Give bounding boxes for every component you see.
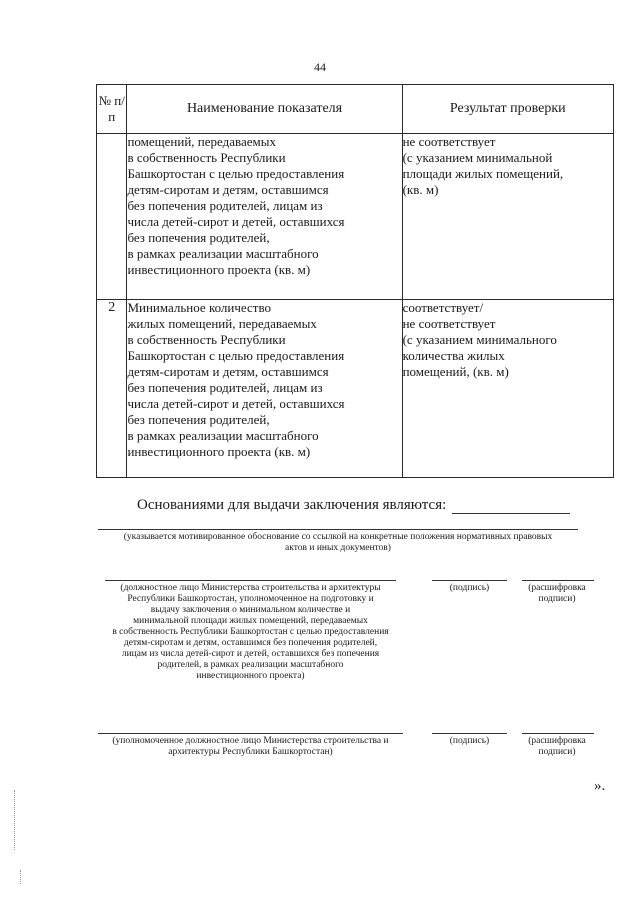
cell-line: без попечения родителей, лицам из <box>127 380 323 395</box>
cell-line: не соответствует <box>402 316 496 331</box>
cell-line: (кв. м) <box>402 182 439 197</box>
authorized-official-caption <box>98 736 403 758</box>
cell-line: Башкортостан с целью предоставления <box>127 166 345 181</box>
basis-line-row <box>137 497 570 514</box>
header-num: № п/п <box>97 85 127 134</box>
note-line: подписи) <box>538 594 576 604</box>
cell-line: в собственность Республики <box>127 150 286 165</box>
cell-line: не соответствует <box>402 134 496 149</box>
note-line: (указывается мотивированное обоснование со ссылкой на конкретные положения нормативных правовых <box>123 532 553 542</box>
table-header-row <box>97 85 614 134</box>
note-line: лицам из числа детей-сирот и детей, оставшихся без попечения <box>121 649 380 659</box>
cell-line: числа детей-сирот и детей, оставшихся <box>127 396 345 411</box>
table-row <box>97 134 614 300</box>
note-line: (расшифровка <box>528 736 586 746</box>
note-line: детям-сиротам и детям, оставшимся без попечения родителей, <box>123 638 378 648</box>
cell-line: детям-сиротам и детям, оставшимся <box>127 182 329 197</box>
cell-line: Минимальное количество <box>127 300 272 315</box>
note-line: актов и иных документов) <box>285 543 391 553</box>
note-line: (должностное лицо Министерства строительства и архитектуры <box>120 583 381 593</box>
table-row <box>97 300 614 478</box>
note-line: инвестиционного проекта) <box>196 671 305 681</box>
header-result: Результат проверки <box>402 85 613 134</box>
note-line: (подпись) <box>449 583 490 593</box>
signature-caption-2 <box>432 736 507 747</box>
scan-margin-mark <box>14 790 15 850</box>
cell-line: в собственность Республики <box>127 332 286 347</box>
note-line: родителей, в рамках реализации масштабного <box>157 660 344 670</box>
row-name <box>127 134 402 300</box>
cell-line: инвестиционного проекта (кв. м) <box>127 444 311 459</box>
row-num: 2 <box>97 300 127 478</box>
cell-line: площади жилых помещений, <box>402 166 564 181</box>
authorized-official-signature-line <box>98 733 403 734</box>
scan-margin-mark <box>20 870 21 884</box>
cell-line: помещений, (кв. м) <box>402 364 509 379</box>
cell-line: инвестиционного проекта (кв. м) <box>127 262 311 277</box>
decoding-caption <box>518 583 596 605</box>
cell-line: в рамках реализации масштабного <box>127 246 319 261</box>
row-name <box>127 300 402 478</box>
decoding-line-2 <box>522 733 594 734</box>
signature-line-2 <box>432 733 507 734</box>
cell-line: соответствует/ <box>402 300 484 315</box>
note-line: (уполномоченное должностное лицо Министерства строительства и <box>112 736 389 746</box>
cell-line: жилых помещений, передаваемых <box>127 316 317 331</box>
note-line: (подпись) <box>449 736 490 746</box>
basis-label: Основаниями для выдачи заключения являются: <box>137 497 447 513</box>
official-caption <box>98 583 403 682</box>
cell-line: в рамках реализации масштабного <box>127 428 319 443</box>
cell-line: без попечения родителей, <box>127 230 270 245</box>
signature-caption <box>432 583 507 594</box>
cell-line: детям-сиротам и детям, оставшимся <box>127 364 329 379</box>
note-line: подписи) <box>538 747 576 757</box>
cell-line: количества жилых <box>402 348 505 363</box>
row-num <box>97 134 127 300</box>
closing-quote: ». <box>594 778 606 794</box>
row-result <box>402 134 613 300</box>
note-line: в собственность Республики Башкортостан с целью предоставления <box>112 627 389 637</box>
note-line: выдачу заключения о минимальном количестве и <box>150 605 351 615</box>
cell-line: помещений, передаваемых <box>127 134 276 149</box>
signature-line <box>432 580 507 581</box>
cell-line: без попечения родителей, <box>127 412 270 427</box>
basis-blank-line <box>452 499 570 514</box>
decoding-line <box>522 580 594 581</box>
row-result <box>402 300 613 478</box>
basis-justification-line <box>98 529 578 530</box>
decoding-caption-2 <box>518 736 596 758</box>
cell-line: без попечения родителей, лицам из <box>127 198 323 213</box>
page-number: 44 <box>314 60 326 74</box>
cell-line: (с указанием минимального <box>402 332 557 347</box>
cell-line: (с указанием минимальной <box>402 150 553 165</box>
basis-note <box>98 532 578 554</box>
indicator-table <box>96 84 614 478</box>
note-line: архитектуры Республики Башкортостан) <box>168 747 333 757</box>
cell-line: Башкортостан с целью предоставления <box>127 348 345 363</box>
official-signature-line <box>105 580 396 581</box>
note-line: (расшифровка <box>528 583 586 593</box>
cell-line: числа детей-сирот и детей, оставшихся <box>127 214 345 229</box>
note-line: Республики Башкортостан, уполномоченное на подготовку и <box>127 594 374 604</box>
header-name: Наименование показателя <box>127 85 402 134</box>
note-line: минимальной площади жилых помещений, передаваемых <box>133 616 368 626</box>
